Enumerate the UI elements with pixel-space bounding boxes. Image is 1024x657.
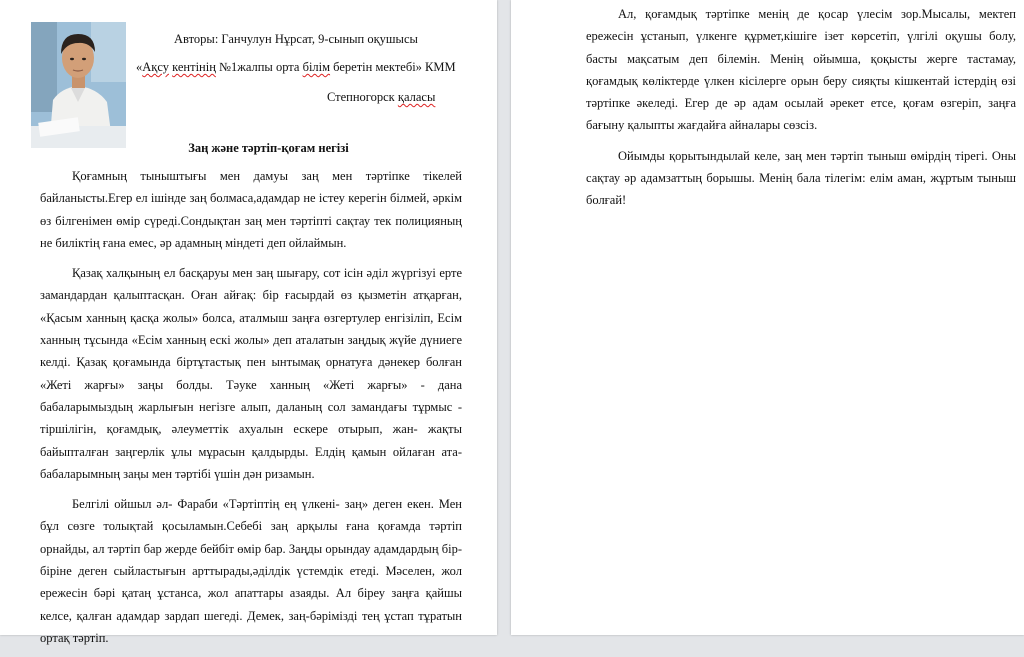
author-photo bbox=[31, 22, 126, 148]
paragraph-2: Қазақ халқының ел басқаруы мен заң шығару, сот ісін әділ жүргізуі ерте замандардан қалыптасқан. Оған айғақ: бір ғасырдай өз қызметін атқарған, «Қасым ханның қасқа жолы» болса, аталмыш заңға өзгертулер енгізіліп, Есім ханның тұсында «Есім ханның ескі жолы» деп аталатын заңдық жүйе дүниеге келді. Қазақ қоғамында біртұтастық пен ынтымақ орнатуға дәнекер болған «Жеті жарғы» заңы болды. Тәуке ханның «Жеті жарғы» - дана бабаларымыздың жарлығын негізге алып, даланың сол замандағы тұрмыс - тіршілігін, қоғамдық, әлеуметтік ахуалын ескере отырып, жан- жақты байыпталған заңгерлік ұлы мұрасын қалдырды. Елдің қамын ойлаған ата-бабаларымның заңы мен тәртібі үшін дән ризамын. bbox=[40, 266, 462, 481]
paragraph-1: Қоғамның тыныштығы мен дамуы заң мен тәртіпке тікелей байланысты.Егер ел ішінде заң болмаса,адамдар не істеу керегін білмей, әркім өз білгенімен өмір сүреді.Сондықтан заң мен тәртіпті сақтау тек полицияның не биліктің ғана емес, әр адамның міндеті деп ойлаймын. bbox=[40, 169, 462, 250]
document-page-left bbox=[0, 0, 497, 645]
left-body-text bbox=[40, 165, 462, 657]
paragraph-3: Белгілі ойшыл әл- Фараби «Тәртіптің ең үлкені- заң» деген екен. Мен бұл сөзге толықтай қосыламын.Себебі заң арқылы ғана қоғамда тәртіп орнайды, ал тәртіп бар жерде бейбіт өмір бар. Заңды орындау адамдардың бір-біріне деген сыйластығын арттырады,әділдік үстемдік етеді. Мәселен, жол ережесін бәрі қатаң ұстанса, жол апаттары азаяды. Ал біреу заңға қайшы келсе, қалған адамдар зардап шегеді. Демек, заң-бәрімізді тең ұстап тұратын ортақ тәртіп. bbox=[40, 497, 462, 645]
author-line-2 bbox=[136, 60, 456, 75]
author-photo-image bbox=[31, 22, 126, 148]
city-word-kalasy: қаласы bbox=[397, 90, 436, 104]
school-number-text: №1жалпы орта bbox=[219, 60, 300, 74]
school-word-aksu: Ақсу bbox=[142, 60, 169, 74]
school-word-bilim: білім bbox=[302, 60, 331, 74]
author-line-1 bbox=[174, 32, 418, 47]
document-page-right bbox=[511, 0, 1024, 635]
school-word-kentinin: кентінің bbox=[172, 60, 216, 74]
right-body-text bbox=[586, 3, 1016, 220]
city-name: Степногорск bbox=[327, 90, 395, 104]
school-quote-open: « bbox=[136, 60, 143, 74]
document-title: Заң және тәртіп-қоғам негізі bbox=[188, 141, 349, 155]
paragraph-4: Ал, қоғамдық тәртіпке менің де қосар үлесім зор.Мысалы, мектеп ережесін ұстанып, үлкенге құрмет,кішіге ізет көрсетіп, үлгілі оқушы болу, басты мақсатым деп білемін. Менің ойымша, қоқысты жерге тастамау, қоғамдық көліктерде үлкен кісілерге орын беру сияқты кішкентай істердің өзі тәртіпке әкеледі. Егер де әр адам осылай әрекет етсе, қоғам өзгеріп, заңға бағыну қалыпты жағдайға айналары сөзсіз. bbox=[586, 7, 1016, 133]
school-suffix-text: беретін мектебі» КММ bbox=[333, 60, 456, 74]
author-name-text: Авторы: Ганчулун Нұрсат, 9-сынып оқушысы bbox=[174, 32, 418, 46]
author-line-3 bbox=[327, 90, 435, 105]
paragraph-5: Ойымды қорытындылай келе, заң мен тәртіп тыныш өмірдің тірегі. Оны сақтау әр адамзаттың борышы. Менің бала тілегім: елім аман, жұртым тыныш болғай! bbox=[586, 148, 1016, 208]
